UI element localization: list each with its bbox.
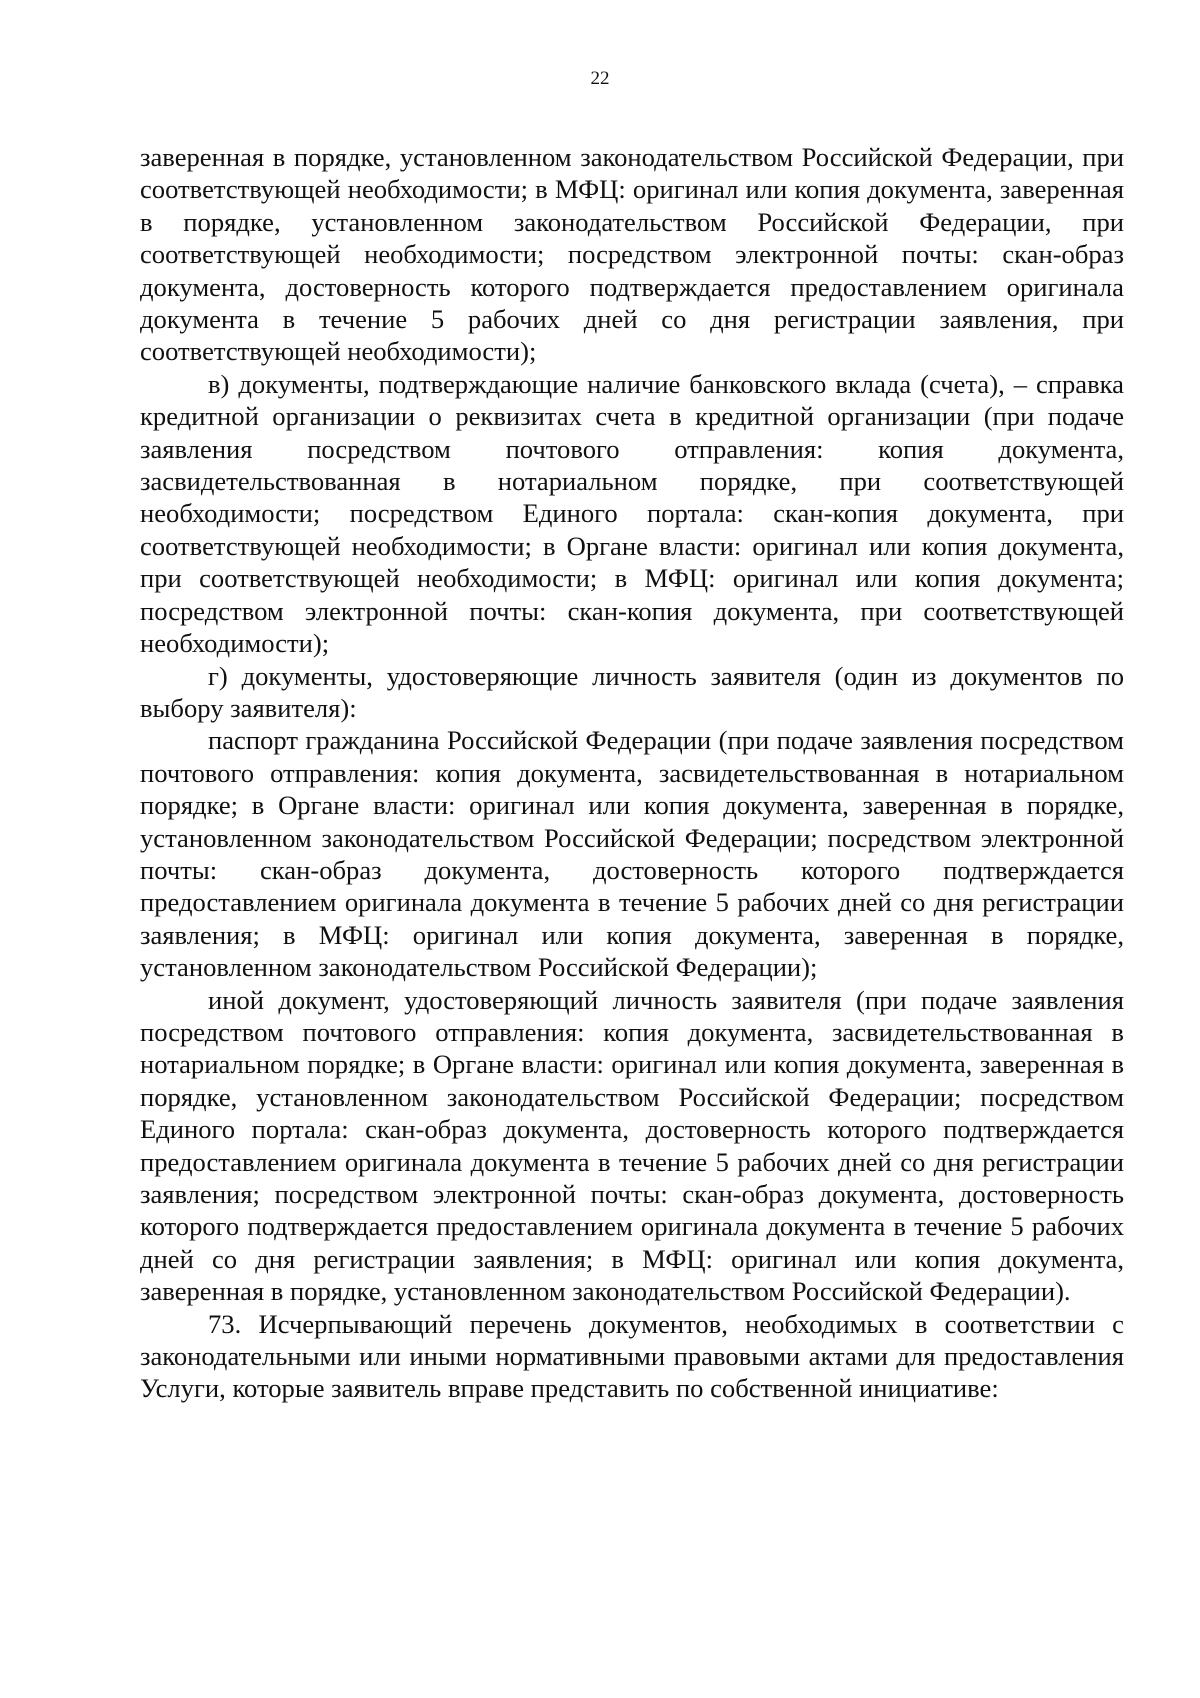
paragraph-item-g-identity-documents: г) документы, удостоверяющие личность заявителя (один из документов по выбору заявителя): [140,660,1124,723]
document-body [140,141,1124,1405]
paragraph-item-v-bank-account: в) документы, подтверждающие наличие банковского вклада (счета), – справка кредитной организации о реквизитах счета в кредитной организации (при подаче заявления посредством почтового отправления: копия документа, засвидетельствованная в нотариальном порядке, при соответствующей необходимости; посредством Единого портала: скан-копия документа, при соответствующей необходимости; в Органе власти: оригинал или копия документа, при соответствующей необходимости; в МФЦ: оригинал или копия документа; посредством электронной почты: скан-копия документа, при соответствующей необходимости); [140,368,1124,659]
page-number: 22 [590,68,610,89]
paragraph-other-identity-document: иной документ, удостоверяющий личность заявителя (при подаче заявления посредством почтового отправления: копия документа, засвидетельствованная в нотариальном порядке; в Органе власти: оригинал или копия документа, заверенная в порядке, установленном законодательством Российской Федерации; посредством Единого портала: скан-образ документа, достоверность которого подтверждается предоставлением оригинала документа в течение 5 рабочих дней со дня регистрации заявления; посредством электронной почты: скан-образ документа, достоверность которого подтверждается предоставлением оригинала документа в течение 5 рабочих дней со дня регистрации заявления; в МФЦ: оригинал или копия документа, заверенная в порядке, установленном законодательством Российской Федерации). [140,984,1124,1307]
paragraph-continuation: заверенная в порядке, установленном законодательством Российской Федерации, при соответствующей необходимости; в МФЦ: оригинал или копия документа, заверенная в порядке, установленном законодательством Российской Федерации, при соответствующей необходимости; посредством электронной почты: скан-образ документа, достоверность которого подтверждается предоставлением оригинала документа в течение 5 рабочих дней со дня регистрации заявления, при соответствующей необходимости); [140,142,1124,367]
paragraph-passport: паспорт гражданина Российской Федерации (при подаче заявления посредством почтового отправления: копия документа, засвидетельствованная в нотариальном порядке; в Органе власти: оригинал или копия документа, заверенная в порядке, установленном законодательством Российской Федерации; посредством электронной почты: скан-образ документа, достоверность которого подтверждается предоставлением оригинала документа в течение 5 рабочих дней со дня регистрации заявления; в МФЦ: оригинал или копия документа, заверенная в порядке, установленном законодательством Российской Федерации); [140,725,1124,983]
paragraph-section-73: 73. Исчерпывающий перечень документов, необходимых в соответствии с законодательными или иными нормативными правовыми актами для предоставления Услуги, которые заявитель вправе представить по собственной инициативе: [140,1308,1124,1404]
